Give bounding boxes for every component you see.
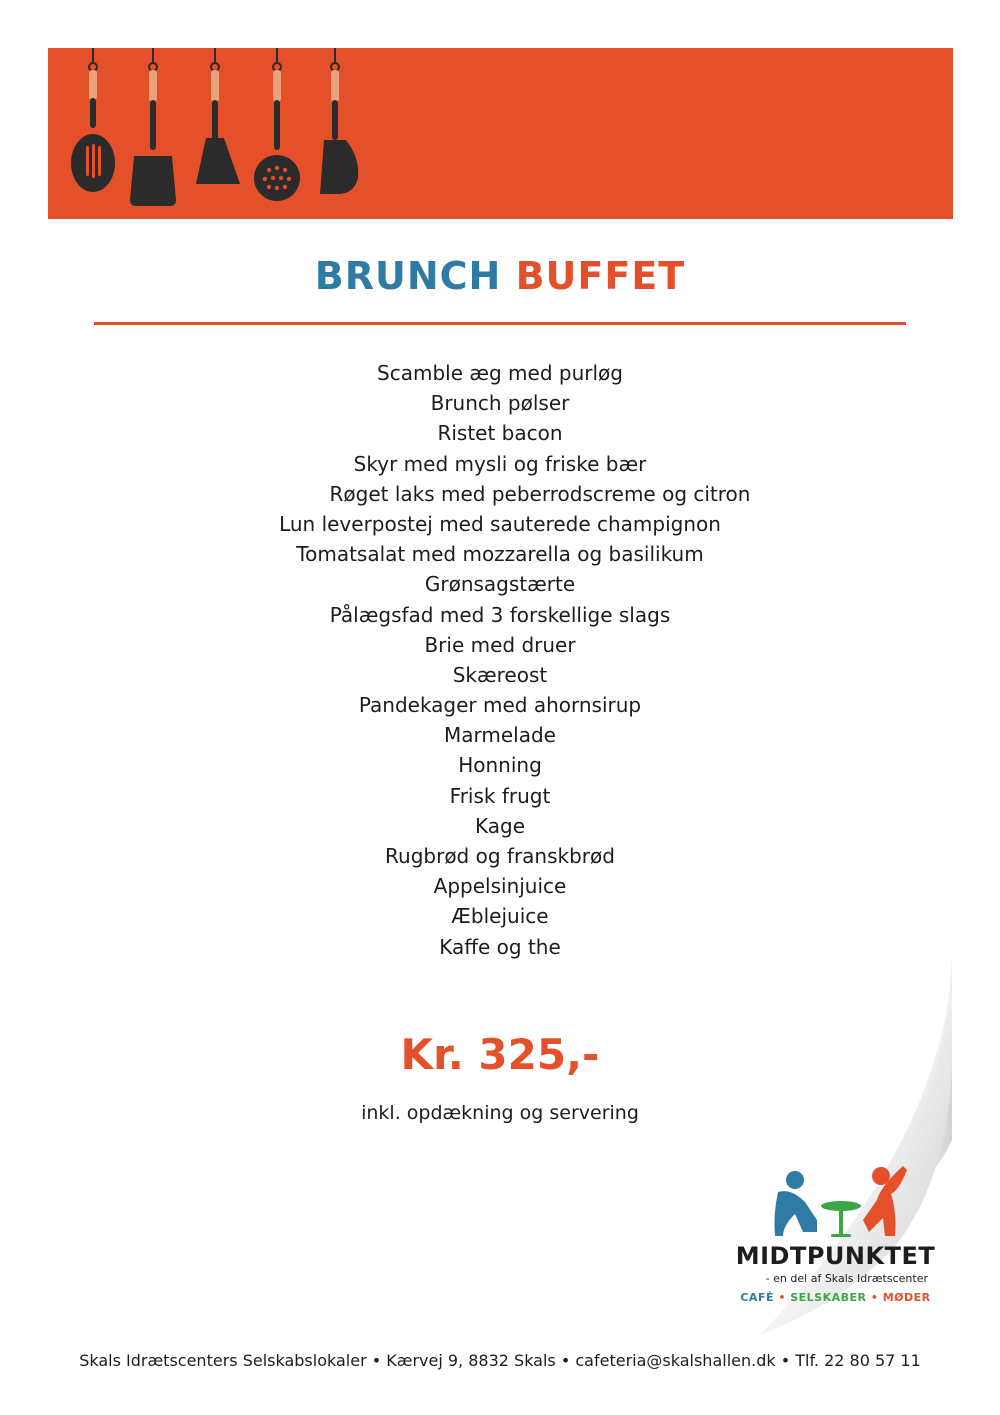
kitchen-utensils-illustration bbox=[48, 48, 953, 219]
menu-item: Scamble æg med purløg bbox=[377, 361, 623, 385]
title-word-brunch: BRUNCH bbox=[314, 254, 502, 298]
logo-tag-selskaber: SELSKABER bbox=[790, 1291, 867, 1304]
logo-tagline bbox=[728, 1291, 943, 1304]
ladle-icon bbox=[320, 63, 358, 194]
logo-tag-separator: • bbox=[778, 1291, 786, 1304]
title-word-buffet: BUFFET bbox=[515, 254, 686, 298]
header-banner bbox=[48, 48, 953, 219]
logo-name: MIDTPUNKTET bbox=[735, 1242, 936, 1270]
logo-tag-cafe: CAFÉ bbox=[740, 1291, 774, 1304]
menu-list bbox=[0, 358, 1000, 962]
title-divider bbox=[94, 322, 906, 325]
logo-tag-moder: MØDER bbox=[882, 1291, 931, 1304]
menu-item: Marmelade bbox=[444, 723, 556, 748]
menu-item: Æblejuice bbox=[451, 904, 549, 929]
midtpunktet-logo bbox=[728, 1162, 943, 1312]
skimmer-icon bbox=[254, 63, 300, 201]
slotted-spoon-icon bbox=[71, 63, 115, 192]
menu-item: Rugbrød og franskbrød bbox=[385, 844, 615, 868]
turner-icon bbox=[196, 63, 240, 184]
price-note: inkl. opdækning og servering bbox=[361, 1102, 639, 1124]
menu-item: Brie med druer bbox=[424, 632, 576, 657]
menu-item: Tomatsalat med mozzarella og basilikum bbox=[296, 542, 704, 567]
menu-item: Frisk frugt bbox=[449, 783, 551, 808]
menu-item: Kage bbox=[474, 813, 526, 838]
menu-item: Honning bbox=[458, 753, 542, 778]
menu-item: Pandekager med ahornsirup bbox=[358, 693, 642, 718]
menu-item: Røget laks med peberrodscreme og citron bbox=[329, 481, 751, 506]
price-amount: Kr. 325,- bbox=[400, 1030, 600, 1079]
logo-subtitle: - en del af Skals Idrætscenter bbox=[765, 1272, 928, 1285]
menu-item: Grønsagstærte bbox=[424, 572, 576, 597]
menu-item: Pålægsfad med 3 forskellige slags bbox=[329, 602, 671, 627]
page-title bbox=[0, 254, 1000, 298]
menu-item: Brunch pølser bbox=[430, 391, 570, 416]
menu-item: Lun leverpostej med sauterede champignon bbox=[279, 511, 721, 536]
people-at-table-icon bbox=[773, 1162, 908, 1242]
menu-item: Skæreost bbox=[452, 662, 548, 687]
menu-item: Skyr med mysli og friske bær bbox=[353, 451, 647, 476]
menu-item: Appelsinjuice bbox=[433, 874, 567, 899]
menu-item: Kaffe og the bbox=[439, 934, 561, 959]
logo-tag-separator: • bbox=[870, 1291, 879, 1304]
footer-contact: Skals Idrætscenters Selskabslokaler • Kærvej 9, 8832 Skals • cafeteria@skalshallen.dk • Tlf. 22 80 57 11 bbox=[79, 1351, 921, 1370]
spatula-icon bbox=[130, 63, 176, 206]
menu-item: Ristet bacon bbox=[437, 421, 563, 446]
